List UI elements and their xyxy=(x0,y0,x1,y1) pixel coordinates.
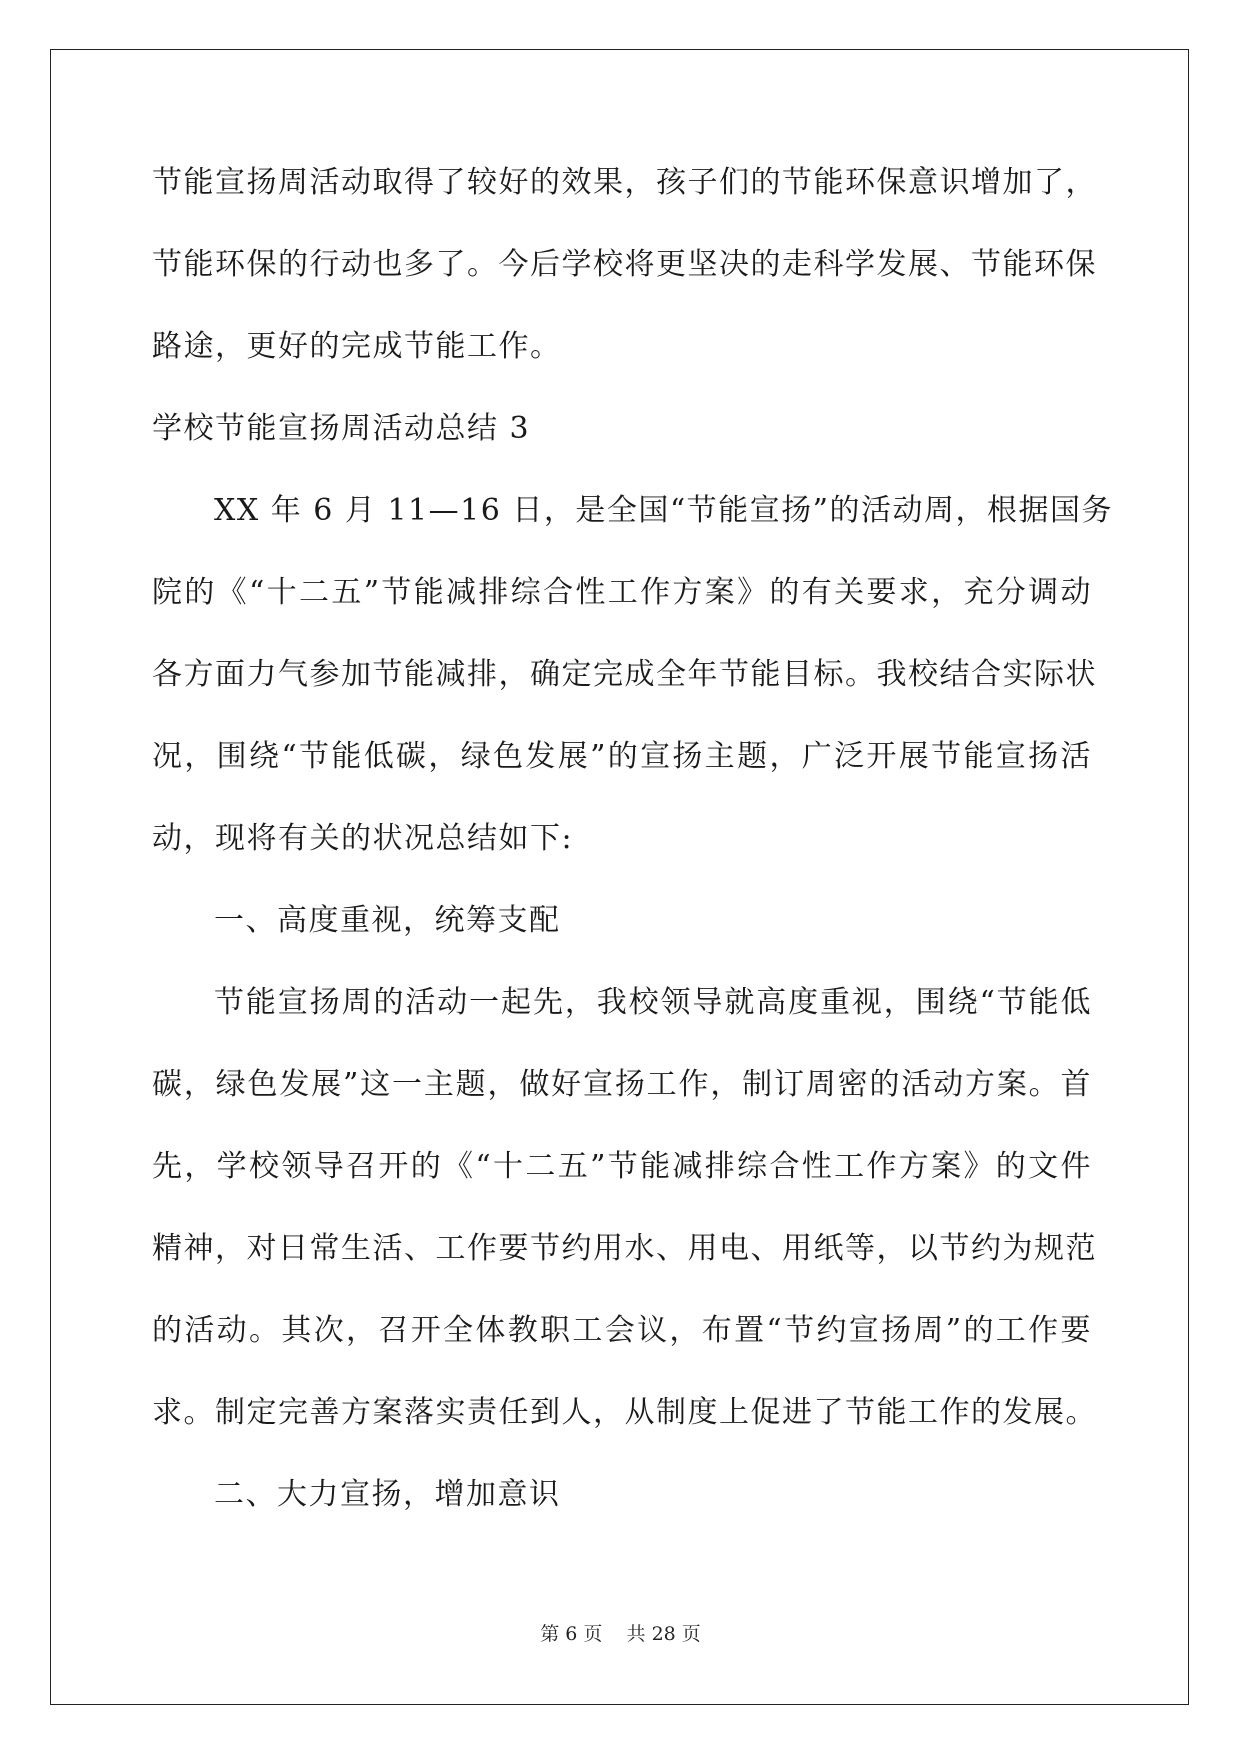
text-line: 节能宣扬周的活动一起先，我校领导就高度重视，围绕“节能低 xyxy=(214,985,1092,1020)
text-line: XX 年 6 月 11—16 日，是全国“节能宣扬”的活动周，根据国务 xyxy=(214,493,1114,528)
page-footer xyxy=(0,1622,1241,1646)
text-line: 精神，对日常生活、工作要节约用水、用电、用纸等，以节约为规范 xyxy=(152,1231,1097,1266)
text-line: 动，现将有关的状况总结如下: xyxy=(152,821,574,856)
document-body xyxy=(152,163,1114,1557)
text-line: 节能环保的行动也多了。今后学校将更坚决的走科学发展、节能环保 xyxy=(152,247,1097,282)
text-line: 碳，绿色发展”这一主题，做好宣扬工作，制订周密的活动方案。首 xyxy=(152,1067,1092,1102)
text-line: 求。制定完善方案落实责任到人，从制度上促进了节能工作的发展。 xyxy=(152,1395,1097,1430)
text-line: 路途，更好的完成节能工作。 xyxy=(152,329,562,364)
page-number: 第 6 页 xyxy=(540,1623,603,1645)
text-line: 一、高度重视，统筹支配 xyxy=(214,903,561,938)
text-line: 院的《“十二五”节能减排综合性工作方案》的有关要求，充分调动 xyxy=(152,575,1092,610)
text-line: 的活动。其次，召开全体教职工会议，布置“节约宣扬周”的工作要 xyxy=(152,1313,1092,1348)
page-total: 共 28 页 xyxy=(626,1623,701,1645)
text-line: 各方面力气参加节能减排，确定完成全年节能目标。我校结合实际状 xyxy=(152,657,1097,692)
text-line: 先，学校领导召开的《“十二五”节能减排综合性工作方案》的文件 xyxy=(152,1149,1092,1184)
text-line: 节能宣扬周活动取得了较好的效果，孩子们的节能环保意识增加了， xyxy=(152,165,1097,200)
text-line: 况，围绕“节能低碳，绿色发展”的宣扬主题，广泛开展节能宣扬活 xyxy=(152,739,1092,774)
text-line: 二、大力宣扬，增加意识 xyxy=(214,1477,561,1512)
text-line: 学校节能宣扬周活动总结 3 xyxy=(152,411,531,446)
